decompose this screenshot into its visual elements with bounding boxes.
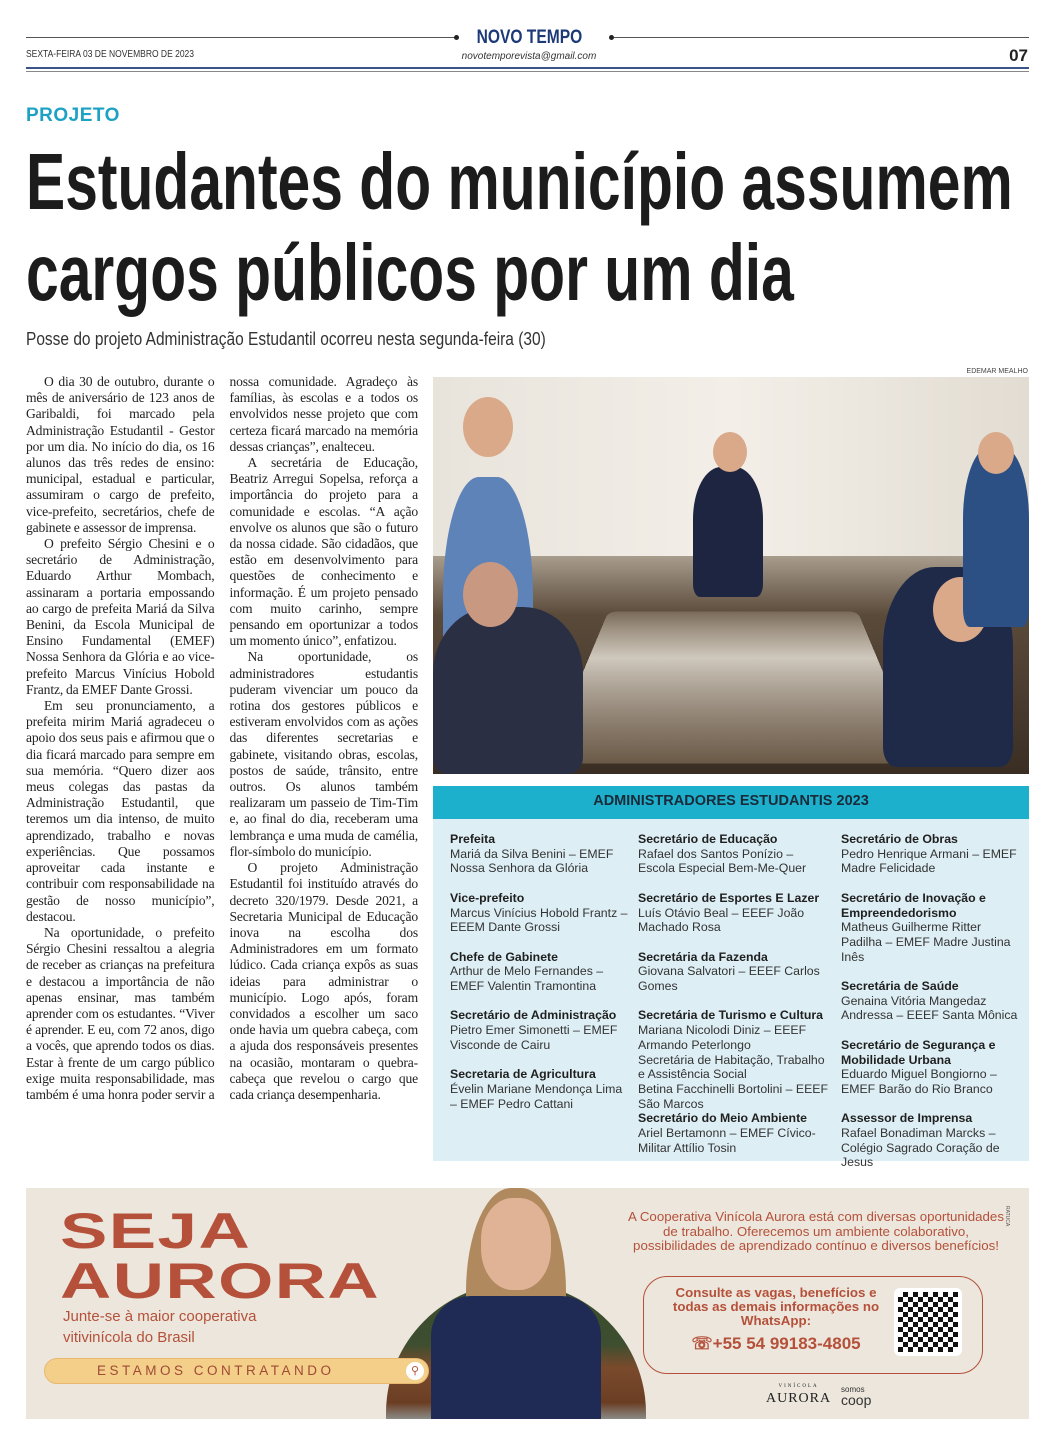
photo-person	[693, 467, 763, 597]
paragraph: O prefeito Sérgio Chesini e o secretário de Administração, Eduardo Arthur Mombach, assinaram a portaria empossando ao cargo de prefeita Mariá da Silva Benini, da Escola Municipal de Ensino Fundamental (EMEF) Nossa Senhora da Glória e ao vice-prefeito Marcus Vinícius Hobold Frantz, da EMEF Dante Grossi.	[26, 536, 215, 697]
box-column	[450, 832, 628, 1126]
aurora-advertisement[interactable]	[26, 1188, 1029, 1419]
whatsapp-icon: ☏	[691, 1334, 713, 1353]
box-title: ADMINISTRADORES ESTUDANTIS 2023	[433, 786, 1029, 819]
subtitle: Posse do projeto Administração Estudantil ocorreu nesta segunda-feira (30)	[26, 329, 546, 349]
paragraph: O projeto Administração Estudantil foi instituído através do decreto 320/1979. Desde 2021, a Secretaria Municipal de Educação inova na escolha dos Administradores em um formato lúdico. Cada criança expôs as suas ideias para administrar o município. Logo após, foram convidados a escolher um saco onde havia um quebra cabeça, com a ajuda dos responsáveis presentes na ocasião, montaram o quebra-cabeça que revelou o cargo que cada criança desempenharia.	[229, 860, 418, 1102]
photo-person-head	[978, 432, 1014, 474]
logo-small: VINÍCOLA	[778, 1384, 819, 1389]
paragraph: Na oportunidade, os administradores estudantis puderam vivenciar um pouco da rotina dos gestores públicos e estiveram envolvidos com as ações das diferentes secretarias e gabinete, visitando obras, escolas, postos de saúde, trânsito, entre outros. Os alunos também realizaram um passeio de Tim-Tim e, ao final do dia, receberam uma lembrança e uma muda de camélia, flor-símbolo do município.	[229, 649, 418, 859]
whatsapp-phone[interactable]	[666, 1334, 886, 1354]
role: Secretário de Segurança e Mobilidade Urbana	[841, 1037, 996, 1067]
student-name: Évelin Mariane Mendonça Lima – EMEF Pedro Cattani	[450, 1081, 623, 1111]
photo-person-head	[463, 562, 518, 627]
box-column	[841, 832, 1021, 1185]
student-name: Matheus Guilherme Ritter Padilha – EMEF Madre Justina Inês	[841, 920, 1011, 964]
list-item	[450, 1008, 628, 1052]
qr-code[interactable]	[894, 1288, 962, 1356]
headline-line: Estudantes do município assumem	[26, 137, 1013, 226]
role: Secretaria de Agricultura	[450, 1067, 596, 1082]
role: Secretário de Inovação e Empreendedorismo	[841, 890, 986, 920]
photo-person-head	[463, 397, 513, 457]
role: Secretário de Administração	[450, 1008, 617, 1023]
role: Prefeita	[450, 832, 496, 846]
ad-description: A Cooperativa Vinícola Aurora está com diversas oportunidades de trabalho. Oferecemos um ambiente colaborativo, possibilidades de aprendizado contínuo e diversos benefícios!	[628, 1209, 1004, 1254]
newspaper-name: NOVO TEMPO	[476, 27, 582, 48]
role: Secretário de Educação	[638, 832, 778, 846]
agency-credit: RATUCA	[1004, 1206, 1010, 1227]
phone-number: +55 54 99183-4805	[712, 1334, 861, 1353]
role: Chefe de Gabinete	[450, 949, 558, 964]
photo-credit: EDEMAR MEALHO	[966, 368, 1028, 375]
aurora-logo	[766, 1384, 831, 1407]
box-column	[638, 832, 833, 1155]
hiring-label: ESTAMOS CONTRATANDO	[97, 1363, 335, 1378]
list-item	[450, 1067, 628, 1111]
student-administrators-box	[433, 819, 1029, 1170]
student-name: Rafael dos Santos Ponízio – Escola Especial Bem-Me-Quer	[638, 846, 807, 876]
list-item	[841, 1038, 1021, 1097]
ad-headline	[60, 1203, 381, 1309]
student-name: Ariel Bertamonn – EMEF Cívico-Militar Attílio Tosin	[638, 1126, 816, 1155]
list-item	[841, 1111, 1021, 1170]
header-divider	[26, 71, 1029, 72]
list-item	[638, 832, 833, 876]
student-name: Rafael Bonadiman Marcks – Colégio Sagrado Coração de Jesus	[841, 1126, 1000, 1170]
ad-cta-text: Consulte as vagas, benefícios e todas as demais informações no WhatsApp:	[672, 1285, 880, 1328]
hiring-search-bar[interactable]	[44, 1358, 429, 1384]
student-name: Arthur de Melo Fernandes – EMEF Valentin Tramontina	[450, 964, 604, 993]
role: Secretária de Turismo e Cultura	[638, 1008, 823, 1023]
photo-table	[545, 612, 922, 764]
student-name: Pedro Henrique Armani – EMEF Madre Felicidade	[841, 846, 1017, 876]
role: Assessor de Imprensa	[841, 1111, 973, 1126]
header-divider	[26, 67, 1029, 69]
list-item	[841, 832, 1021, 876]
paragraph: Na oportunidade, o prefeito Sérgio Chesini ressaltou a alegria de receber as crianças na prefeitura e destacou a importância de não apenas ensinar, mas também aprender com os estudantes. “Viver é aprender. E eu, com 72 anos, digo a vocês, que aprendo todos os dias. Estar à frente de um cargo público exige muita responsabilidade, mas também é uma honra poder servir a nossa comunidade. Agradeço às famílias, às escolas e a todos os envolvidos nesse projeto que com certeza ficará marcado na memória dessas crianças”, enalteceu.	[26, 374, 418, 1102]
coop-small: somos	[841, 1385, 865, 1394]
logo-main: AURORA	[766, 1391, 832, 1406]
list-item	[638, 891, 833, 935]
role: Secretário do Meio Ambiente	[638, 1111, 808, 1126]
student-name: Mariana Nicolodi Diniz – EEEF Armando Peterlongo	[638, 1023, 807, 1052]
contact-email: novotemporevista@gmail.com	[461, 51, 597, 62]
list-item	[450, 832, 628, 876]
search-icon: ⚲	[406, 1362, 424, 1380]
student-name: Eduardo Miguel Bongiorno – EMEF Barão do Rio Branco	[841, 1067, 997, 1096]
list-item	[450, 891, 628, 935]
list-item	[638, 1053, 833, 1112]
ad-subtitle: Junte-se à maior cooperativa	[63, 1308, 257, 1325]
section-label: PROJETO	[26, 105, 120, 126]
page-number: 07	[1009, 46, 1028, 65]
list-item	[638, 1008, 833, 1052]
photo-person	[963, 447, 1029, 627]
list-item	[450, 950, 628, 994]
headline	[26, 136, 1036, 318]
role: Secretária da Fazenda	[638, 949, 768, 964]
role: Secretário de Esportes E Lazer	[638, 890, 820, 905]
role: Secretária de Saúde	[841, 979, 959, 993]
paragraph: A secretária de Educação, Beatriz Arregui Sopelsa, reforça a importância do projeto para a comunidade e escolas. “A ação envolve os alunos que são o futuro da nossa cidade. São cidadãos, que estão em desenvolvimento para questões de conhecimento e informação. É um projeto pensado com muito carinho, sempre pensando em oportunizar a todos um momento único”, enfatizou.	[229, 455, 418, 649]
headline-line: cargos públicos por um dia	[26, 228, 794, 317]
student-name: Marcus Vinícius Hobold Frantz – EEEM Dante Grossi	[450, 905, 628, 935]
student-name: Mariá da Silva Benini – EMEF Nossa Senhora da Glória	[450, 846, 614, 876]
list-item	[638, 1111, 833, 1155]
paragraph: Em seu pronunciamento, a prefeita mirim Mariá agradeceu o apoio dos seus pais e afirmou que o dia ficará marcado para sempre em sua memória. “Quero dizer aos meus colegas das pastas da Administração Estudantil, que teremos um dia intenso, de muito aprendizado, trabalho e novas experiências. Que possamos aproveitar cada instante e contribuir com responsabilidade na gestão de nosso município”, destacou.	[26, 698, 215, 924]
qr-code-pattern	[898, 1292, 958, 1352]
model-photo	[481, 1198, 551, 1290]
photo-person-head	[713, 432, 747, 472]
student-name: Giovana Salvatori – EEEF Carlos Gomes	[638, 964, 820, 993]
article-body	[26, 374, 418, 1103]
student-name: Betina Facchinelli Bortolini – EEEF São Marcos	[638, 1081, 829, 1111]
ad-headline-line: AURORA	[60, 1253, 381, 1309]
list-item	[841, 891, 1021, 965]
student-name: Pietro Emer Simonetti – EMEF Visconde de Cairu	[450, 1023, 618, 1052]
model-photo	[431, 1296, 601, 1419]
photo-person	[433, 607, 583, 774]
role: Secretária de Habitação, Trabalho e Assistência Social	[638, 1052, 825, 1082]
student-name: Genaina Vitória Mangedaz Andressa – EEEF Santa Mônica	[841, 993, 1018, 1023]
coop-main: coop	[841, 1392, 872, 1408]
list-item	[638, 950, 833, 994]
ad-headline-line: SEJA	[60, 1203, 252, 1259]
role: Secretário de Obras	[841, 832, 958, 846]
list-item	[841, 979, 1021, 1023]
ad-subtitle: vitivinícola do Brasil	[63, 1329, 195, 1346]
issue-date: SEXTA-FEIRA 03 DE NOVEMBRO DE 2023	[26, 49, 195, 60]
paragraph: O dia 30 de outubro, durante o mês de aniversário de 123 anos de Garibaldi, foi marcado pela Administração Estudantil - Gestor por um dia. No início do dia, os 16 alunos das três redes de ensino: municipal, estadual e particular, assumiram o cargo de prefeito, vice-prefeito, secretários, chefe de gabinete e assessor de imprensa.	[26, 374, 215, 535]
role: Vice-prefeito	[450, 890, 525, 905]
student-name: Luís Otávio Beal – EEEF João Machado Rosa	[638, 905, 805, 935]
coop-logo	[841, 1384, 871, 1406]
article-photo	[433, 377, 1029, 774]
